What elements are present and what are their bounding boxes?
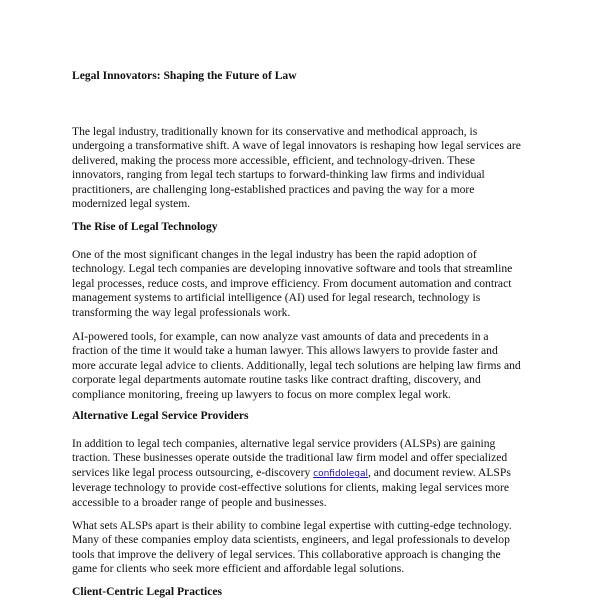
text-line: What sets ALSPs apart is their ability to combine legal expertise with cutting-edge technology. [72,519,512,532]
text-line: technology. Legal tech companies are developing innovative software and tools that streamline [72,262,513,276]
text-line: practitioners, are challenging long-established practices and paving the way for a more [72,182,475,196]
document-title: Legal Innovators: Shaping the Future of Law [72,69,297,82]
paragraph-alsp-2 [72,519,512,577]
confidolegal-link[interactable]: confidolegal [313,468,368,479]
text-fragment: services like legal process outsourcing, e-discovery [72,465,314,479]
text-line: leverage technology to provide cost-effective solutions for clients, making legal services more [72,481,509,495]
text-line: One of the most significant changes in the legal industry has been the rapid adoption of [72,248,477,261]
text-line: compliance monitoring, freeing up lawyers to focus on more complex legal work. [72,387,451,401]
paragraph-alsp-1 [72,437,511,510]
text-line: management systems to artificial intelligence (AI) used for legal research, technology is [72,291,481,305]
text-line: corporate legal departments automate routine tasks like contract drafting, discovery, and [72,373,481,387]
section-heading-rise-of-legal-technology: The Rise of Legal Technology [72,220,218,233]
intro-paragraph [72,125,521,211]
text-line: Many of these companies employ data scientists, engineers, and legal professionals to develop [72,533,510,547]
text-line: game for clients who seek more efficient and affordable legal solutions. [72,562,405,576]
text-line: In addition to legal tech companies, alternative legal service providers (ALSPs) are gaining [72,437,496,450]
section-heading-alternative-legal-service-providers: Alternative Legal Service Providers [72,409,249,422]
text-line: AI-powered tools, for example, can now analyze vast amounts of data and precedents in a [72,330,489,343]
paragraph-legal-technology-2 [72,330,521,402]
text-fragment: , and document review. ALSPs [367,465,511,479]
text-line: fraction of the time it would take a human lawyer. This allows lawyers to provide faster and [72,344,498,358]
text-line: legal processes, reduce costs, and improve efficiency. From document automation and contract [72,276,512,290]
text-line: tools that improve the delivery of legal services. This collaborative approach is changing the [72,547,501,561]
text-line: accessible to a broader range of people and businesses. [72,495,327,509]
text-line: The legal industry, traditionally known for its conservative and methodical approach, is [72,125,478,138]
text-line: traction. These businesses operate outside the traditional law firm model and offer specialized [72,451,508,465]
section-heading-client-centric-legal-practices: Client-Centric Legal Practices [72,585,223,598]
text-line: transforming the way legal professionals work. [72,305,291,319]
text-line-with-link [72,466,511,481]
text-line: innovators, ranging from legal tech startups to forward-thinking law firms and individual [72,168,485,182]
text-line: modernized legal system. [72,197,191,211]
text-line: delivered, making the process more accessible, efficient, and technology-driven. These [72,153,475,167]
text-line: more accurate legal advice to clients. Additionally, legal tech solutions are helping law firms and [72,358,521,372]
paragraph-legal-technology-1 [72,248,512,320]
text-line: undergoing a transformative shift. A wave of legal innovators is reshaping how legal services are [72,139,521,153]
